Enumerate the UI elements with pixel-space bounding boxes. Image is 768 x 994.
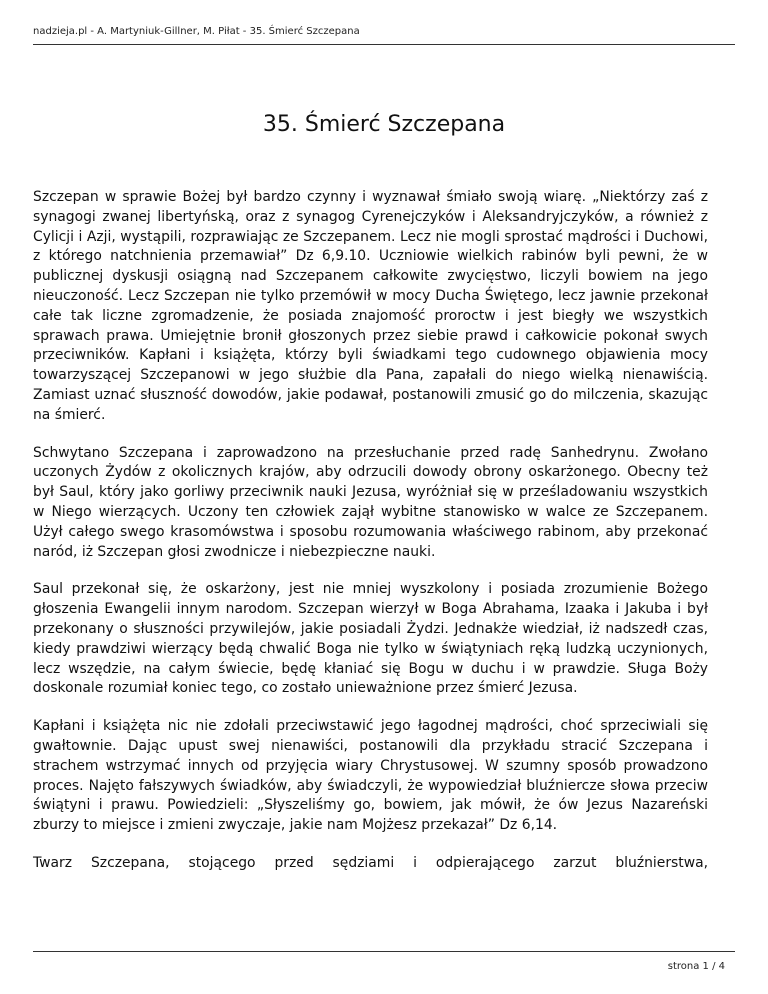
paragraph-5: Twarz Szczepana, stojącego przed sędziami i odpierającego zarzut bluźnierstwa,: [33, 854, 708, 871]
page-header-text: nadzieja.pl - A. Martyniuk-Gillner, M. Piłat - 35. Śmierć Szczepana: [33, 26, 360, 37]
page-number: strona 1 / 4: [667, 961, 725, 972]
paragraph-2: Schwytano Szczepana i zaprowadzono na przesłuchanie przed radę Sanhedrynu. Zwołano uczonych Żydów z okolicznych krajów, aby odrzucili dowody obrony oskarżonego. Obecny też był Saul, który jako gorliwy przeciwnik nauki Jezusa, wyróżniał się w prześladowaniu wszystkich w Niego wierzących. Uczony ten człowiek zajął wybitne stanowisko w walce ze Szczepanem. Użył całego swego krasomówstwa i sposobu rozumowania właściwego rabinom, aby przekonać naród, iż Szczepan głosi zwodnicze i niebezpieczne nauki.: [33, 444, 708, 560]
paragraph-4: Kapłani i książęta nic nie zdołali przeciwstawić jego łagodnej mądrości, choć sprzeciwiali się gwałtownie. Dając upust swej nienawiści, postanowili dla przykładu stracić Szczepana i strachem wstrzymać innych od przyjęcia wiary Chrystusowej. W szumny sposób prowadzono proces. Najęto fałszywych świadków, aby świadczyli, że wypowiedział bluźniercze słowa przeciw świątyni i prawu. Powiedzieli: „Słyszeliśmy go, bowiem, jak mówił, że ów Jezus Nazareński zburzy to miejsce i zmieni zwyczaje, jakie nam Mojżesz przekazał” Dz 6,14.: [33, 718, 708, 834]
document-title: 35. Śmierć Szczepana: [262, 112, 506, 137]
paragraph-3: Saul przekonał się, że oskarżony, jest nie mniej wyszkolony i posiada zrozumienie Bożego głoszenia Ewangelii innym narodom. Szczepan wierzył w Boga Abrahama, Izaaka i Jakuba i był przekonany o słuszności przywilejów, jakie posiadali Żydzi. Jednakże wiedział, iż nadszedł czas, kiedy prawdziwi wierzący będą chwalić Boga nie tylko w świątyniach ręką ludzką uczynionych, lecz wszędzie, na całym świecie, będę kłaniać się Bogu w duchu i w prawdzie. Sługa Boży doskonale rozumiał koniec tego, co zostało unieważnione przez śmierć Jezusa.: [33, 581, 708, 697]
document-body: [33, 188, 708, 892]
paragraph-1: Szczepan w sprawie Bożej był bardzo czynny i wyznawał śmiało swoją wiarę. „Niektórzy zaś z synagogi zwanej libertyńską, oraz z synagog Cyrenejczyków i Aleksandryjczyków, a również z Cylicji i Azji, wystąpili, rozprawiając ze Szczepanem. Lecz nie mogli sprostać mądrości i Duchowi, z którego natchnienia przemawiał” Dz 6,9.10. Uczniowie wielkich rabinów byli pewni, że w publicznej dyskusji osiągną nad Szczepanem całkowite zwycięstwo, liczyli bowiem na jego nieuczoność. Lecz Szczepan nie tylko przemówił w mocy Ducha Świętego, lecz jawnie przekonał całe tak liczne zgromadzenie, że posiada znajomość proroctw i jest biegły we wszystkich sprawach prawa. Umiejętnie bronił głoszonych przez siebie prawd i całkowicie pokonał swych przeciwników. Kapłani i książęta, którzy byli świadkami tego cudownego objawienia mocy towarzyszącej Szczepanowi w jego służbie dla Pana, zapałali do niego wielką nienawiścią. Zamiast uznać słuszność dowodów, jakie podawał, postanowili zmusić go do milczenia, skazując na śmierć.: [33, 189, 708, 423]
footer-divider: [33, 951, 735, 952]
header-divider: [33, 44, 735, 45]
